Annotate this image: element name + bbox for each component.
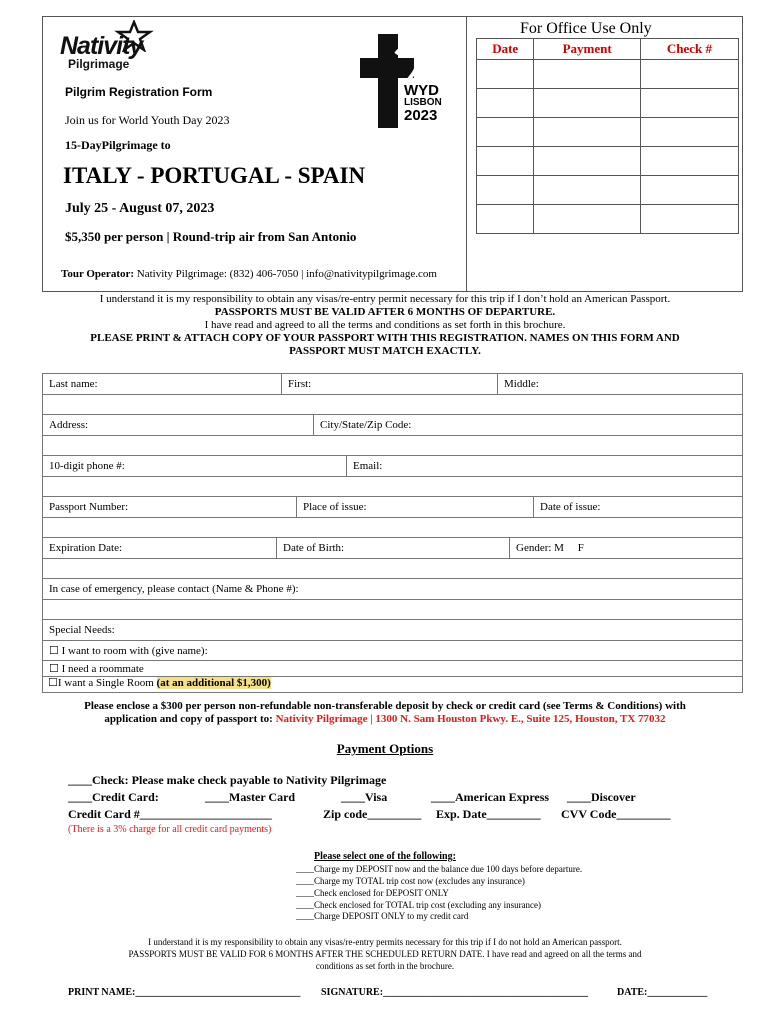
wyd-logo (356, 32, 448, 130)
phone-label: 10-digit phone #: (49, 459, 125, 472)
room-with-checkbox[interactable] (43, 640, 743, 661)
select-option[interactable]: ____Charge my DEPOSIT now and the balance due 100 days before departure. (296, 864, 583, 874)
first-name-label: First: (288, 377, 312, 390)
address-label: Address: (49, 418, 89, 431)
deposit-line2-prefix: application and copy of passport to: (104, 713, 273, 725)
notice-line4: PLEASE PRINT & ATTACH COPY OF YOUR PASSPORT WITH THIS REGISTRATION. NAMES ON THIS FORM AND (90, 332, 680, 344)
last-name-field[interactable] (43, 374, 282, 395)
notice-line5: PASSPORT MUST MATCH EXACTLY. (289, 345, 481, 357)
select-option[interactable]: ____Charge my TOTAL trip cost now (excludes any insurance) (296, 876, 525, 886)
subtitle: Join us for World Youth Day 2023 (65, 113, 230, 127)
emergency-contact-label: In case of emergency, please contact (Name & Phone #): (49, 582, 299, 595)
city-state-zip-field[interactable] (314, 415, 743, 435)
notice-line2: PASSPORTS MUST BE VALID AFTER 6 MONTHS OF DEPARTURE. (214, 306, 556, 318)
form-gap-row (43, 558, 743, 579)
payment-master-card[interactable]: ____Master Card (205, 790, 296, 804)
form-title: Pilgrim Registration Form (65, 85, 213, 99)
card-surcharge-note: (There is a 3% charge for all credit card payments) (68, 824, 272, 835)
single-room-checkbox[interactable] (43, 677, 743, 693)
form-gap-row (43, 435, 743, 456)
deposit-line1: Please enclose a $300 per person non-refundable non-transferable deposit by check or credit card (see Terms & Conditions) with (84, 700, 686, 712)
select-title: Please select one of the following: (314, 851, 456, 862)
form-gap-row (43, 599, 743, 620)
office-cell[interactable] (534, 205, 641, 234)
select-option[interactable]: ____Check enclosed for TOTAL trip cost (excluding any insurance) (296, 900, 542, 910)
middle-name-field[interactable] (498, 374, 743, 395)
roommate-label: ☐ I need a roommate (49, 663, 144, 675)
notice-line1: I understand it is my responsibility to obtain any visas/re-entry permit necessary for this trip if I don’t hold an American Passport. (99, 293, 671, 305)
duration: 15-DayPilgrimage to (65, 138, 171, 152)
office-col-date: Date (477, 39, 534, 60)
form-gap-row (43, 476, 743, 497)
registration-form (42, 373, 743, 693)
office-cell[interactable] (477, 118, 534, 147)
notice-line3: I have read and agreed to all the terms and conditions as set forth in this brochure. (204, 319, 566, 331)
price: $5,350 per person | Round-trip air from San Antonio (65, 229, 357, 244)
cvv-code-field[interactable]: CVV Code_________ (561, 807, 671, 821)
first-name-field[interactable] (282, 374, 498, 395)
date-of-issue-label: Date of issue: (540, 500, 601, 513)
exp-date-field[interactable]: Exp. Date_________ (436, 807, 541, 821)
passport-number-label: Passport Number: (49, 500, 129, 513)
address-field[interactable] (43, 415, 314, 435)
roommate-checkbox[interactable] (43, 661, 743, 677)
office-cell[interactable] (477, 89, 534, 118)
office-cell[interactable] (534, 118, 641, 147)
trip-dates: July 25 - August 07, 2023 (65, 201, 215, 216)
payment-visa[interactable]: ____Visa (341, 790, 388, 804)
footer-line2: PASSPORTS MUST BE VALID FOR 6 MONTHS AFTER THE SCHEDULED RETURN DATE. I have read and agreed on all the terms and (128, 949, 642, 959)
office-cell[interactable] (640, 176, 738, 205)
gender-label: Gender: M F (516, 541, 584, 554)
office-title: For Office Use Only (520, 20, 652, 37)
office-cell[interactable] (477, 60, 534, 89)
payment-check-option[interactable]: ____Check: Please make check payable to Nativity Pilgrimage (68, 773, 387, 787)
select-option[interactable]: ____Charge DEPOSIT ONLY to my credit card (296, 911, 469, 921)
office-cell[interactable] (640, 118, 738, 147)
wyd-line3: 2023 (404, 107, 438, 124)
header-divider (466, 16, 467, 292)
wyd-line1: WYD (404, 82, 439, 99)
office-cell[interactable] (640, 205, 738, 234)
office-cell[interactable] (477, 176, 534, 205)
deposit-address: Nativity Pilgrimage | 1300 N. Sam Houston Pkwy. E., Suite 125, Houston, TX 77032 (275, 713, 666, 725)
place-of-issue-field[interactable] (297, 497, 534, 517)
passport-number-field[interactable] (43, 497, 297, 517)
office-cell[interactable] (534, 89, 641, 118)
payment-amex[interactable]: ____American Express (431, 790, 550, 804)
select-option[interactable]: ____Check enclosed for DEPOSIT ONLY (296, 888, 449, 898)
office-cell[interactable] (640, 60, 738, 89)
office-table (476, 38, 739, 234)
office-col-payment: Payment (534, 39, 641, 60)
single-room-label: ☐I want a Single Room (48, 677, 154, 689)
payment-credit-card-option[interactable]: ____Credit Card: (68, 790, 159, 804)
date-field[interactable]: DATE:____________ (617, 987, 708, 998)
logo-sub: Pilgrimage (68, 57, 130, 71)
office-col-check: Check # (640, 39, 738, 60)
city-state-zip-label: City/State/Zip Code: (320, 418, 412, 431)
expiration-date-field[interactable] (43, 538, 277, 558)
office-cell[interactable] (534, 147, 641, 176)
room-with-label: ☐ I want to room with (give name): (49, 644, 208, 657)
place-of-issue-label: Place of issue: (303, 500, 367, 513)
phone-field[interactable] (43, 456, 347, 476)
gender-field[interactable] (510, 538, 743, 558)
office-cell[interactable] (534, 176, 641, 205)
date-of-birth-field[interactable] (277, 538, 510, 558)
email-label: Email: (353, 459, 383, 472)
wyd-line2: LISBON (404, 97, 442, 108)
office-cell[interactable] (640, 147, 738, 176)
date-of-birth-label: Date of Birth: (283, 541, 345, 554)
single-room-extra: (at an additional $1,300) (156, 677, 271, 689)
payment-discover[interactable]: ____Discover (567, 790, 636, 804)
middle-name-label: Middle: (504, 377, 539, 390)
payment-title: Payment Options (336, 741, 434, 756)
logo-word: Nativity (60, 32, 143, 60)
office-cell[interactable] (640, 89, 738, 118)
credit-card-number-field[interactable]: Credit Card #______________________ (68, 807, 272, 821)
destinations: ITALY - PORTUGAL - SPAIN (63, 163, 366, 188)
signature-field[interactable]: SIGNATURE:_________________________________________ (321, 987, 589, 998)
expiration-date-label: Expiration Date: (49, 541, 123, 554)
date-of-issue-field[interactable] (534, 497, 743, 517)
office-cell[interactable] (534, 60, 641, 89)
nativity-logo (60, 20, 155, 72)
form-gap-row (43, 517, 743, 538)
special-needs-field[interactable] (43, 620, 743, 641)
form-gap-row (43, 394, 743, 415)
special-needs-label: Special Needs: (49, 623, 115, 636)
zip-code-field[interactable]: Zip code_________ (323, 807, 422, 821)
footer-line1: I understand it is my responsibility to obtain any visas/re-entry permits necessary for this trip if I do not hold an American passport. (148, 937, 622, 947)
operator-text: Nativity Pilgrimage: (832) 406-7050 | info@nativitypilgrimage.com (136, 268, 437, 280)
office-cell[interactable] (477, 205, 534, 234)
emergency-contact-field[interactable] (43, 579, 743, 600)
print-name-field[interactable]: PRINT NAME:_________________________________ (68, 987, 301, 998)
office-cell[interactable] (477, 147, 534, 176)
email-field[interactable] (347, 456, 743, 476)
last-name-label: Last name: (49, 377, 98, 390)
operator-label: Tour Operator: (61, 268, 135, 280)
footer-line3: conditions as set forth in the brochure. (315, 961, 455, 971)
